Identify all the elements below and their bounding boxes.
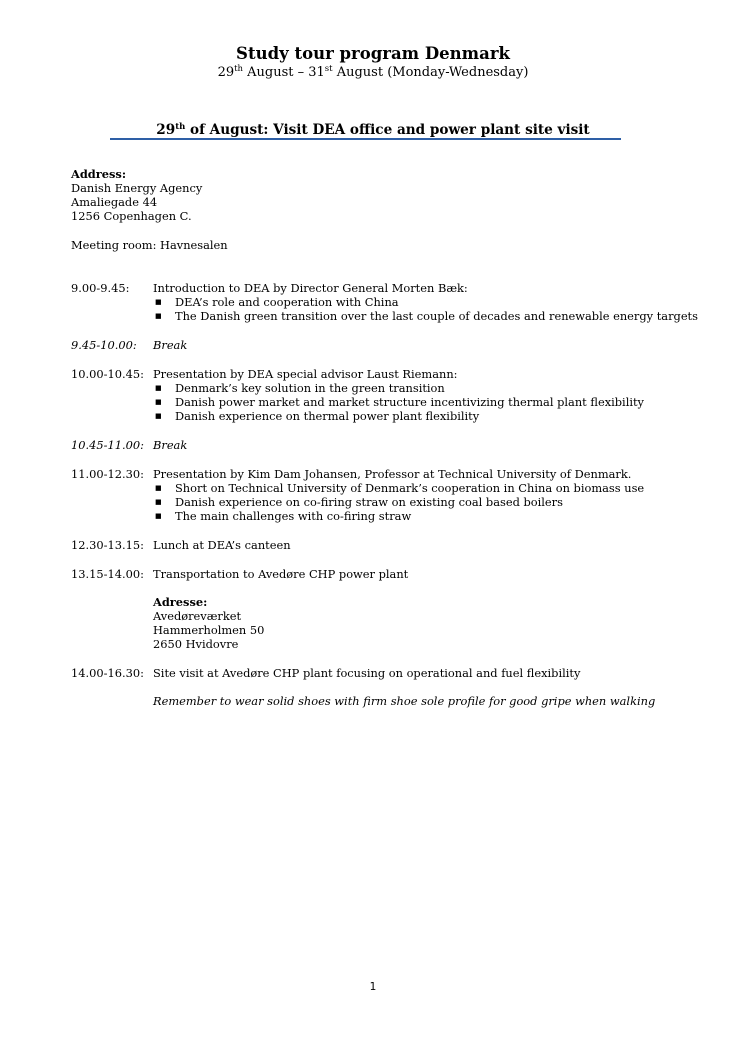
- schedule-time: 9.45-10.00:: [71, 338, 137, 352]
- bullet-list: [153, 381, 713, 423]
- bullet-icon: ■: [155, 498, 162, 506]
- schedule-text: Lunch at DEA’s canteen: [153, 538, 291, 552]
- address-line: 1256 Copenhagen C.: [71, 209, 192, 223]
- schedule-note: Remember to wear solid shoes with firm shoe sole profile for good gripe when walking: [153, 694, 656, 708]
- document-subtitle: 29th August – 31st August (Monday-Wednesday): [217, 64, 529, 80]
- bullet-item: ■ The main challenges with co-firing straw: [155, 509, 412, 523]
- bullet-list: [153, 481, 713, 523]
- schedule-description: [153, 666, 713, 708]
- meeting-room: Meeting room: Havnesalen: [71, 238, 228, 252]
- bullet-icon: ■: [155, 312, 162, 320]
- schedule-text: Break: [153, 438, 188, 452]
- schedule-time: 11.00-12.30:: [71, 467, 144, 481]
- schedule-time: 13.15-14.00:: [71, 567, 144, 581]
- schedule-description: [153, 567, 713, 651]
- bullet-icon: ■: [155, 398, 162, 406]
- venue-address-line: Avedøreværket: [153, 609, 242, 623]
- schedule-description: [153, 367, 713, 423]
- schedule-time: 14.00-16.30:: [71, 666, 144, 680]
- schedule-text: Transportation to Avedøre CHP power plant: [153, 567, 409, 581]
- bullet-list: [153, 295, 713, 323]
- bullet-item: ■ DEA’s role and cooperation with China: [155, 295, 399, 309]
- bullet-icon: ■: [155, 384, 162, 392]
- document-title: Study tour program Denmark: [236, 44, 510, 63]
- bullet-icon: ■: [155, 512, 162, 520]
- bullet-item: ■ Short on Technical University of Denmark’s cooperation in China on biomass use: [155, 481, 645, 495]
- schedule-description: [153, 467, 713, 523]
- schedule-text: Site visit at Avedøre CHP plant focusing on operational and fuel flexibility: [153, 666, 581, 680]
- venue-address-line: 2650 Hvidovre: [153, 637, 239, 651]
- schedule-description: [153, 281, 713, 323]
- bullet-item: ■ Danish power market and market structure incentivizing thermal plant flexibility: [155, 395, 644, 409]
- schedule-time: 10.45-11.00:: [71, 438, 144, 452]
- schedule-time: 12.30-13.15:: [71, 538, 144, 552]
- schedule-text: Introduction to DEA by Director General Morten Bæk:: [153, 281, 468, 295]
- address-block: [71, 167, 202, 223]
- address-line: Amaliegade 44: [71, 195, 158, 209]
- schedule-time: 10.00-10.45:: [71, 367, 144, 381]
- bullet-icon: ■: [155, 298, 162, 306]
- schedule-time: 9.00-9.45:: [71, 281, 130, 295]
- day-heading: 29th of August: Visit DEA office and power plant site visit: [156, 122, 590, 138]
- schedule-text: Presentation by DEA special advisor Laust Riemann:: [153, 367, 458, 381]
- schedule-text: Break: [153, 338, 188, 352]
- bullet-icon: ■: [155, 484, 162, 492]
- bullet-item: ■ Danish experience on co-firing straw on existing coal based boilers: [155, 495, 563, 509]
- address-line: Danish Energy Agency: [71, 181, 203, 195]
- venue-address-label: Adresse:: [153, 595, 208, 609]
- bullet-item: ■ Danish experience on thermal power plant flexibility: [155, 409, 480, 423]
- day-heading-underline: [110, 138, 621, 140]
- bullet-icon: ■: [155, 412, 162, 420]
- schedule-text: Presentation by Kim Dam Johansen, Professor at Technical University of Denmark.: [153, 467, 632, 481]
- page-number: 1: [369, 981, 377, 993]
- bullet-item: ■ Denmark’s key solution in the green transition: [155, 381, 445, 395]
- venue-address-line: Hammerholmen 50: [153, 623, 265, 637]
- address-label: Address:: [71, 167, 127, 181]
- bullet-item: ■ The Danish green transition over the last couple of decades and renewable energy targets: [155, 309, 698, 323]
